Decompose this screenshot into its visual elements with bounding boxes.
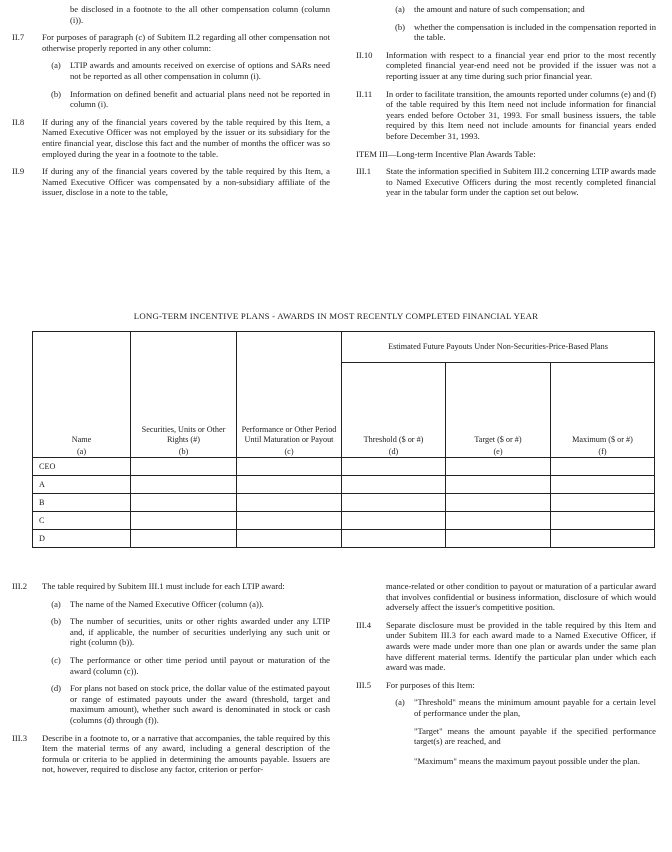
table-cell (551, 458, 655, 476)
column-heading: Performance or Other Period Until Maturation or Payout (241, 425, 337, 444)
subitem-number: II.11 (356, 88, 373, 99)
row-label: C (33, 512, 131, 530)
subitem-iii2 (12, 581, 330, 592)
table-cell (237, 530, 342, 548)
col-header-name (33, 332, 131, 458)
column-heading: Name (71, 435, 92, 444)
item-label: (d) (50, 683, 62, 694)
subitem-ii7 (12, 32, 330, 53)
subitem-text: If during any of the financial years covered by the table required by this Item, a Named Executive Officer was not employed by the issuer or its subsidiary for the entire financial year, disclose this fact and the number of months the officer was so employed during the year in a footnote to the table. (42, 116, 330, 159)
table-title: LONG-TERM INCENTIVE PLANS - AWARDS IN MOST RECENTLY COMPLETED FINANCIAL YEAR (133, 311, 539, 321)
subitem-iii5-a (386, 697, 656, 718)
subitem-iii4 (356, 620, 656, 673)
table-cell (446, 494, 551, 512)
bottom-left-column (12, 581, 330, 782)
col-header-maximum (551, 363, 655, 458)
group-header-estimated-payouts: Estimated Future Payouts Under Non-Securities-Price-Based Plans (342, 332, 655, 363)
subitem-number: II.8 (12, 116, 25, 127)
item-iii-heading: ITEM III—Long-term Incentive Plan Awards Table: (356, 148, 536, 159)
row-label: A (33, 476, 131, 494)
subitem-number: III.4 (356, 619, 372, 630)
subitem-ii11 (356, 89, 656, 142)
row-label: CEO (33, 458, 131, 476)
col-header-period (237, 332, 342, 458)
table-cell (237, 476, 342, 494)
column-label: (f) (598, 447, 607, 456)
table-cell (342, 494, 446, 512)
item-label: (a) (395, 4, 405, 14)
item-text: whether the compensation is included in the compensation reported in the table. (414, 21, 656, 43)
table-cell (446, 512, 551, 530)
col-header-securities (131, 332, 237, 458)
table-cell (551, 512, 655, 530)
subitem-number: III.3 (12, 732, 28, 743)
table-cell (237, 494, 342, 512)
subitem-iii2-b (42, 616, 330, 648)
item-label: (a) (51, 60, 61, 71)
subitem-number: III.5 (356, 679, 372, 690)
table-row (33, 512, 655, 530)
item-text: "Threshold" means the minimum amount payable for a certain level of performance under the plan, (414, 697, 656, 718)
item-label: (a) (51, 598, 61, 609)
table-row (33, 476, 655, 494)
col-header-threshold (342, 363, 446, 458)
subitem-text: Information with respect to a financial year end prior to the most recently completed financial year-end need not be provided if the issuer was not a reporting issuer at any time during such prior financial year. (386, 49, 656, 81)
item-text: The name of the Named Executive Officer (column (a)). (70, 598, 264, 609)
subitem-iii5 (356, 680, 656, 691)
table-cell (237, 458, 342, 476)
table-cell (237, 512, 342, 530)
item-text: The performance or other time period until payout or maturation of the award (column (c)). (70, 654, 330, 676)
item-label: (a) (395, 697, 405, 708)
subitem-number: II.7 (12, 32, 25, 43)
subitem-number: II.9 (12, 166, 25, 177)
column-label: (e) (493, 447, 503, 456)
table-cell (551, 494, 655, 512)
item-text: the amount and nature of such compensation; and (414, 4, 585, 14)
item-text: For plans not based on stock price, the dollar value of the estimated payout or range of estimated payouts under the award (threshold, target and maximum amount), whether such award is denominated in stock or cash (columns (d) through (f)). (70, 683, 330, 725)
paragraph-continuation: mance-related or other condition to payout or maturation of a particular award that involves confidential or business information, disclosure of which would adversely affect the issuer's competitive position. (386, 581, 656, 613)
subitem-ii9-b (386, 22, 656, 43)
table-cell (131, 512, 237, 530)
table-row (33, 494, 655, 512)
subitem-ii8 (12, 117, 330, 159)
column-label: (a) (76, 447, 87, 456)
table-cell (446, 530, 551, 548)
column-heading: Maximum ($ or #) (572, 435, 633, 444)
column-heading: Target ($ or #) (474, 435, 522, 444)
table-cell (342, 458, 446, 476)
item-text: Information on defined benefit and actuarial plans need not be reported in column (i). (70, 88, 330, 110)
table-cell (342, 530, 446, 548)
item-label: (b) (50, 616, 62, 627)
col-header-target (446, 363, 551, 458)
subitem-iii2-a (42, 599, 330, 610)
subitem-text: Describe in a footnote to, or a narrative that accompanies, the table required by this Item the material terms of any award, including a general description of the formula or criteria to be applied in determining the amounts payable. Issuers are not, however, required to disclose any factor, criterion or perfor- (42, 732, 330, 775)
table-cell (342, 512, 446, 530)
subitem-iii1 (356, 166, 656, 198)
subitem-text: For purposes of paragraph (c) of Subitem II.2 regarding all other compensation not otherwise properly reported in any other column: (42, 32, 330, 53)
table-cell (131, 458, 237, 476)
table-cell (342, 476, 446, 494)
ltip-awards-table (32, 331, 655, 548)
item-text: The number of securities, units or other rights awarded under any LTIP and, if applicable, the number of securities underlying any such unit or right (column (b)). (70, 616, 330, 648)
paragraph-continuation: be disclosed in a footnote to the all other compensation column (column (i)). (70, 4, 330, 25)
subitem-ii10 (356, 50, 656, 82)
definition-maximum: "Maximum" means the maximum payout possible under the plan. (414, 755, 640, 766)
row-label: B (33, 494, 131, 512)
subitem-text: Separate disclosure must be provided in the table required by this Item and under Subitem III.3 for each award made to a Named Executive Officer, if awards were made under more than one plan or awards under the same plan have different material terms. Identify the particular plan under which each award was made. (386, 619, 656, 673)
row-label: D (33, 530, 131, 548)
subitem-text: For purposes of this Item: (386, 679, 475, 690)
column-label: (d) (388, 447, 399, 456)
column-label: (b) (178, 447, 189, 456)
table-cell (551, 530, 655, 548)
subitem-number: II.10 (356, 49, 373, 60)
table-cell (131, 494, 237, 512)
subitem-ii9 (12, 166, 330, 198)
subitem-text: State the information specified in Subitem III.2 concerning LTIP awards made to Named Executive Officers during the most recently completed financial year in the tabular form under the caption set out below. (386, 166, 656, 198)
subitem-iii2-d (42, 683, 330, 725)
item-label: (b) (394, 21, 406, 32)
table-cell (131, 530, 237, 548)
top-right-column (356, 4, 656, 205)
column-label: (c) (284, 447, 294, 456)
table-row (33, 458, 655, 476)
column-heading: Threshold ($ or #) (363, 435, 424, 444)
item-label: (c) (51, 654, 61, 665)
subitem-text: The table required by Subitem III.1 must include for each LTIP award: (42, 581, 285, 591)
subitem-ii7-b (42, 89, 330, 110)
table-row (33, 530, 655, 548)
subitem-text: In order to facilitate transition, the amounts reported under columns (e) and (f) of the table required by this Item need not include information for financial years ended before October 31, 1993. For small business issuers, the table required by this Item need not include amounts for financial years ended before December 31, 1993. (386, 88, 656, 141)
column-heading: Securities, Units or Other Rights (#) (141, 425, 226, 444)
table-cell (131, 476, 237, 494)
table-cell (551, 476, 655, 494)
item-text: LTIP awards and amounts received on exercise of options and SARs need not be reported as all other compensation in column (i). (70, 60, 330, 81)
bottom-right-column (356, 581, 656, 775)
subitem-ii7-a (42, 60, 330, 81)
subitem-ii9-a (386, 4, 656, 15)
table-cell (446, 458, 551, 476)
subitem-iii3 (12, 733, 330, 775)
item-label: (b) (50, 88, 62, 99)
subitem-number: III.2 (12, 581, 28, 591)
subitem-iii2-c (42, 655, 330, 676)
definition-target: "Target" means the amount payable if the specified performance target(s) are reached, and (414, 725, 656, 747)
table-cell (446, 476, 551, 494)
subitem-text: If during any of the financial years covered by the table required by this Item, a Named Executive Officer was compensated by a non-subsidiary affiliate of the issuer, disclose in a note to the table, (42, 166, 330, 198)
subitem-number: III.1 (356, 166, 372, 177)
top-left-column (12, 4, 330, 205)
